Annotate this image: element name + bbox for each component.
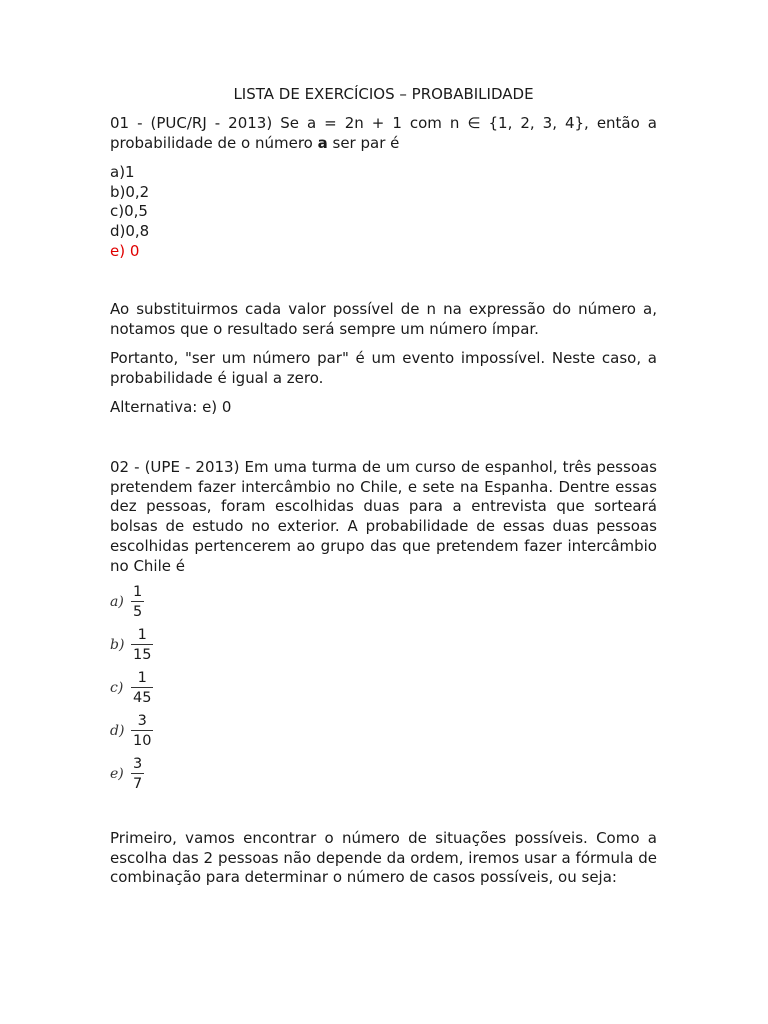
q1-statement-bold: a (317, 133, 328, 152)
numerator: 1 (133, 584, 143, 600)
fraction (131, 755, 144, 793)
denominator: 45 (131, 687, 153, 707)
numerator: 3 (137, 713, 147, 729)
q1-option-b: b)0,2 (110, 183, 150, 201)
q2-option-b (110, 623, 153, 667)
numerator: 1 (137, 627, 147, 643)
numerator: 3 (133, 756, 143, 772)
fraction (131, 583, 144, 621)
q1-statement (110, 114, 657, 153)
q1-explanation-2: Portanto, "ser um número par" é um evento impossível. Neste caso, a probabilidade é igual a zero. (110, 349, 657, 387)
fraction (131, 626, 153, 664)
q2-option-a (110, 580, 144, 624)
denominator: 5 (131, 601, 144, 621)
fraction (131, 669, 153, 707)
q1-statement-end: ser par é (327, 133, 400, 152)
q2-statement: 02 - (UPE - 2013) Em uma turma de um curso de espanhol, três pessoas pretendem fazer intercâmbio no Chile, e sete na Espanha. Dentre essas dez pessoas, foram escolhidas duas para a entrevista que sorteará bolsas de estudo no exterior. A probabilidade de essas duas pessoas escolhidas pertencerem ao grupo das que pretendem fazer intercâmbio no Chile é (110, 458, 657, 575)
q2-option-label: c) (110, 680, 124, 696)
q1-answer: Alternativa: e) 0 (110, 398, 232, 416)
q1-option-d: d)0,8 (110, 222, 150, 240)
q1-option-a: a)1 (110, 163, 135, 181)
q2-explanation: Primeiro, vamos encontrar o número de situações possíveis. Como a escolha das 2 pessoas não depende da ordem, iremos usar a fórmula de combinação para determinar o número de casos possíveis, ou seja: (110, 829, 657, 887)
q1-option-c: c)0,5 (110, 202, 148, 220)
denominator: 15 (131, 644, 153, 664)
q2-option-label: d) (110, 723, 125, 739)
q2-option-c (110, 666, 153, 710)
document-title: LISTA DE EXERCÍCIOS – PROBABILIDADE (233, 85, 534, 103)
q2-option-d (110, 709, 153, 753)
q1-option-e-correct: e) 0 (110, 242, 140, 260)
q2-option-e (110, 752, 144, 796)
denominator: 10 (131, 730, 153, 750)
q1-statement-start: 01 - (PUC/RJ - 2013) Se a = 2n + 1 com n ∈ {1, 2, 3, 4}, então a probabilidade de o número (110, 114, 657, 152)
fraction (131, 712, 153, 750)
q1-explanation-1: Ao substituirmos cada valor possível de n na expressão do número a, notamos que o resultado será sempre um número ímpar. (110, 300, 657, 338)
q2-option-label: b) (110, 637, 125, 653)
q2-option-label: e) (110, 766, 124, 782)
denominator: 7 (131, 773, 144, 793)
numerator: 1 (137, 670, 147, 686)
q2-option-label: a) (110, 594, 124, 610)
